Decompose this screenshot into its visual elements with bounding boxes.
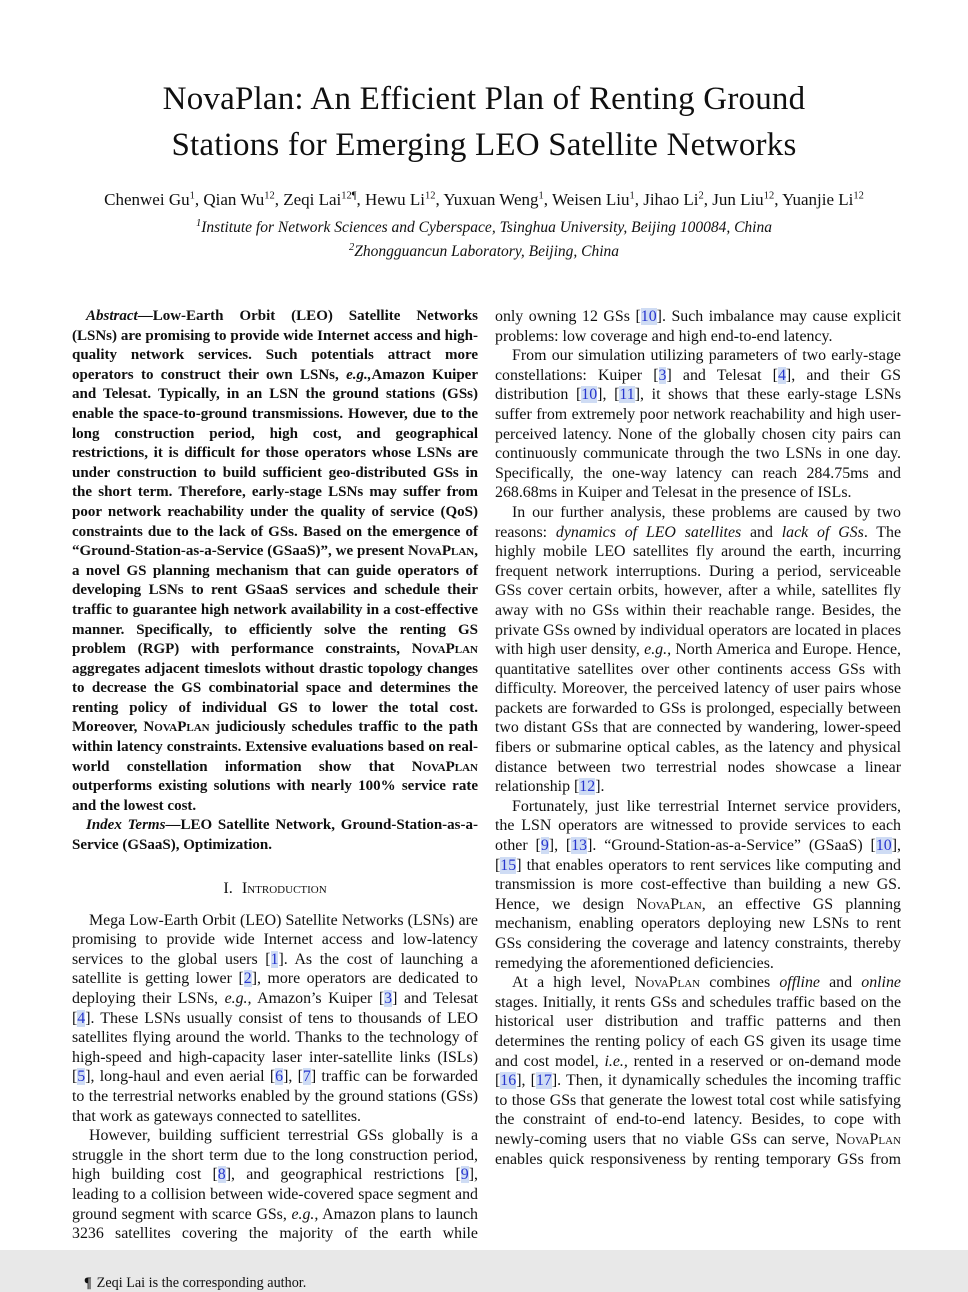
paper-title-line-2: Stations for Emerging LEO Satellite Networks [171, 127, 797, 163]
index-terms-paragraph: Index Terms—LEO Satellite Network, Ground-Station-as-a-Service (GSaaS), Optimization. [72, 817, 478, 854]
system-name: NovaPlan [835, 1130, 901, 1148]
author-name: Hewu Li [365, 190, 426, 209]
author-affiliation-sup: 12 [853, 190, 864, 202]
paper-title-line-1: NovaPlan: An Efficient Plan of Renting Ground [162, 81, 806, 117]
citation-link[interactable]: 4 [77, 1009, 86, 1027]
author-name: Chenwei Gu [104, 190, 190, 209]
intro-paragraph-5: Fortunately, just like terrestrial Internet service providers, the LSN operators are witnessed to provide services to each other [9], [13]. “Ground-Station-as-a-Service” (GSaaS) [10], [15] that enables operators to rent services like computing and transmission is more cost-effective than building a new GS. Hence, we design NovaPlan, an effective GS planning mechanism, enabling operators deploying new LSNs to rent GSs considering the coverage and latency constraints, thereby remedying the aforementioned deficiencies. [495, 797, 901, 972]
affiliation-text: Institute for Network Sciences and Cyberspace, Tsinghua University, Beijing 100084, China [201, 219, 772, 236]
emphasis-text: e.g., [291, 1205, 319, 1223]
citation-link[interactable]: 8 [217, 1166, 226, 1184]
citation-link[interactable]: 11 [619, 386, 635, 404]
system-name: NovaPlan [636, 895, 702, 913]
author-name: Weisen Liu [551, 190, 630, 209]
citation-link[interactable]: 2 [243, 970, 252, 988]
author-name: Zeqi Lai [283, 190, 342, 209]
emphasis-text: i.e., [604, 1052, 628, 1070]
system-name: NovaPlan [634, 974, 701, 992]
citation-link[interactable]: 7 [302, 1068, 311, 1086]
footnote-text: Zeqi Lai is the corresponding author. [96, 1274, 307, 1291]
author-name: Yuxuan Weng [443, 190, 539, 209]
abstract-paragraph: Abstract—Low-Earth Orbit (LEO) Satellite Networks (LSNs) are promising to provide wide Internet access and high-quality network services. Such potentials attract more operators to construct their own LSNs, e.g.,Amazon Kuiper and Telesat. Typically, in an LSN the ground stations (GSs) enable the space-to-ground transmissions. However, due to the long construction period, high cost, and geographical restrictions, it is difficult for those operators whose LSNs are under construction to build sufficient geo-distributed GSs in the short term. Therefore, early-stage LSNs may suffer from poor network reachability under the quality of service (QoS) constraints due to the lack of GSs. Based on the emergence of “Ground-Station-as-a-Service (GSaaS)”, we present NovaPlan, a novel GS planning mechanism that can guide operators of developing LSNs to rent GSaaS services and schedule their traffic to guarantee high network availability in a cost-effective manner. Specifically, to efficiently solve the renting GS problem (RGP) with performance constraints, NovaPlan aggregates adjacent timeslots without drastic topology changes to decrease the GS combinatorial space and determines the renting policy of individual GS to lower the total cost. Moreover, NovaPlan judiciously schedules traffic to the path within latency constraints. Extensive evaluations based on real-world constellation information show that NovaPlan outperforms existing solutions with nearly 100% service rate and the lowest cost. [72, 308, 479, 814]
paper-title [0, 0, 968, 168]
corresponding-author-footnote [72, 1274, 478, 1292]
system-name: NovaPlan [411, 641, 478, 658]
citation-link[interactable]: 15 [500, 856, 517, 874]
author-affiliation-sup: 1 [629, 190, 635, 202]
intro-paragraph-2-continued: only owning 12 GSs [10]. Such imbalance may cause explicit problems: low coverage and high end-to-end latency. [495, 308, 901, 345]
citation-link[interactable]: 6 [275, 1068, 284, 1086]
author-list: Chenwei Gu$^1$, Qian Wu$^{12}$, Zeqi Lai$^{12\P}$, Hewu Li$^{12}$, Yuxuan Weng$^1$, Weisen Liu$^1$, Jihao Li$^2$, Jun Liu$^{12}$, Yuanjie Li$^{12}$ [104, 190, 864, 209]
emphasis-text: offline [779, 974, 820, 992]
emphasis-text: Index Terms [86, 817, 166, 834]
section-heading-introduction [72, 878, 478, 898]
author-affiliation-sup: 2 [698, 190, 704, 202]
section-number: I. [223, 877, 233, 897]
author-affiliation-sup: 12 [763, 190, 775, 202]
system-name: NovaPlan [143, 719, 210, 736]
citation-link[interactable]: 10 [581, 386, 598, 404]
two-column-body [0, 307, 968, 1292]
author-affiliation-sup: 12 [425, 190, 436, 202]
emphasis-text: lack of GSs [781, 523, 864, 541]
affiliation-1 [0, 216, 968, 240]
author-affiliation-sup: 1 [538, 190, 544, 202]
citation-link[interactable]: 4 [777, 366, 786, 384]
right-column [495, 307, 901, 1292]
intro-paragraph-6: At a high level, NovaPlan combines offline and online stages. Initially, it rents GSs and schedules traffic based on the historical user distribution and traffic patterns and then determines the renting policy of each GS given its usage time and cost model, i.e., rented in a reserved or on-demand mode [16], [17]. Then, it dynamically schedules the incoming traffic to those GSs that generate the lowest total cost while satisfying the constraint of end-to-end latency. Besides, to cope with newly-coming users that no viable GSs can serve, NovaPlan enables quick responsiveness by renting temporary GSs from [495, 974, 902, 1168]
citation-link[interactable]: 17 [535, 1072, 552, 1090]
citation-link[interactable]: 10 [640, 308, 657, 325]
affiliation-text: Zhongguancun Laboratory, Beijing, China [354, 242, 620, 260]
intro-paragraph-3: From our simulation utilizing parameters of two early-stage constellations: Kuiper [3] and Telesat [4], and their GS distribution [10], [11], it shows that these early-stage LSNs suffer from extremely poor network reachability and high user-perceived latency. None of the globally chosen city pairs can continuously communicate through the two LSNs in one day. Specifically, the one-way latency can reach 284.75ms and 268.68ms in Kuiper and Telesat in the presence of ISLs. [495, 347, 902, 502]
emphasis-text: e.g., [346, 366, 372, 383]
system-name: NovaPlan [411, 758, 478, 775]
citation-link[interactable]: 5 [77, 1068, 86, 1086]
citation-link[interactable]: 9 [540, 837, 549, 855]
emphasis-text: e.g., [644, 641, 672, 659]
citation-link[interactable]: 16 [500, 1072, 517, 1090]
citation-link[interactable]: 12 [579, 778, 596, 796]
author-affiliation-sup: 1 [189, 190, 195, 202]
affiliations [0, 216, 968, 263]
intro-paragraph-4: In our further analysis, these problems are caused by two reasons: dynamics of LEO satellites and lack of GSs. The highly mobile LEO satellites fly around the earth, incurring frequent network interruptions. During a period, serviceable GSs cover certain orbits, however, after a while, satellites fly away with no GSs within their reachable range. Besides, the private GSs owned by individual operators are located in places with high user density, e.g., North America and Europe. Hence, quantitative satellites over other continents access GSs with difficulty. Moreover, the perceived latency of user pairs whose packets are forwarded to GSs is prolonged, especially between two distant GSs that are connected by wandering, lower-speed fibers or submarine optical cables, as the latency and physical distance between two terrestrial nodes showcase a linear relationship [12]. [495, 503, 902, 796]
emphasis-text: online [861, 974, 901, 992]
pilcrow-mark: ¶ [84, 1274, 92, 1291]
citation-link[interactable]: 13 [571, 837, 588, 855]
citation-link[interactable]: 3 [658, 366, 667, 384]
emphasis-text: e.g., [224, 990, 252, 1007]
emphasis-text: Abstract [86, 308, 138, 324]
left-column [72, 307, 478, 1292]
author-name: Jihao Li [643, 190, 699, 209]
citation-link[interactable]: 1 [270, 950, 279, 968]
citation-link[interactable]: 3 [384, 990, 393, 1007]
citation-link[interactable]: 9 [460, 1166, 469, 1184]
affiliation-2 [0, 240, 968, 264]
author-name: Yuanjie Li [782, 190, 854, 209]
emphasis-text: dynamics of LEO satellites [555, 523, 742, 541]
intro-paragraph-1: Mega Low-Earth Orbit (LEO) Satellite Networks (LSNs) are promising to provide wide Internet access and low-latency services to the global users [1]. As the cost of launching a satellite is getting lower [2], more operators are dedicated to deploying their LSNs, e.g., Amazon’s Kuiper [3] and Telesat [4]. These LSNs usually consist of tens to thousands of LEO satellites flying around the world. Thanks to the technology of high-speed and high-capacity laser inter-satellite links (ISLs) [5], long-haul and even aerial [6], [7] traffic can be forwarded to the terrestrial networks enabled by the ground stations (GSs) that work as gateways connected to satellites. [72, 911, 478, 1125]
author-affiliation-sup: 12¶ [341, 190, 357, 202]
intro-paragraph-2: However, building sufficient terrestrial GSs globally is a struggle in the short term due to the long construction period, high building cost [8], and geographical restrictions [9], leading to a collision between wide-covered space segment and ground segment with scarce GSs, e.g., Amazon plans to launch 3236 satellites covering the majority of the earth while [72, 1127, 479, 1243]
system-name: NovaPlan [408, 543, 475, 560]
author-affiliation-sup: 12 [264, 190, 275, 202]
author-name: Qian Wu [203, 190, 265, 209]
citation-link[interactable]: 10 [875, 837, 892, 855]
affiliation-sup: 2 [348, 241, 355, 253]
affiliation-sup: 1 [196, 217, 202, 229]
author-name: Jun Liu [712, 190, 764, 209]
section-title: Introduction [241, 877, 327, 897]
